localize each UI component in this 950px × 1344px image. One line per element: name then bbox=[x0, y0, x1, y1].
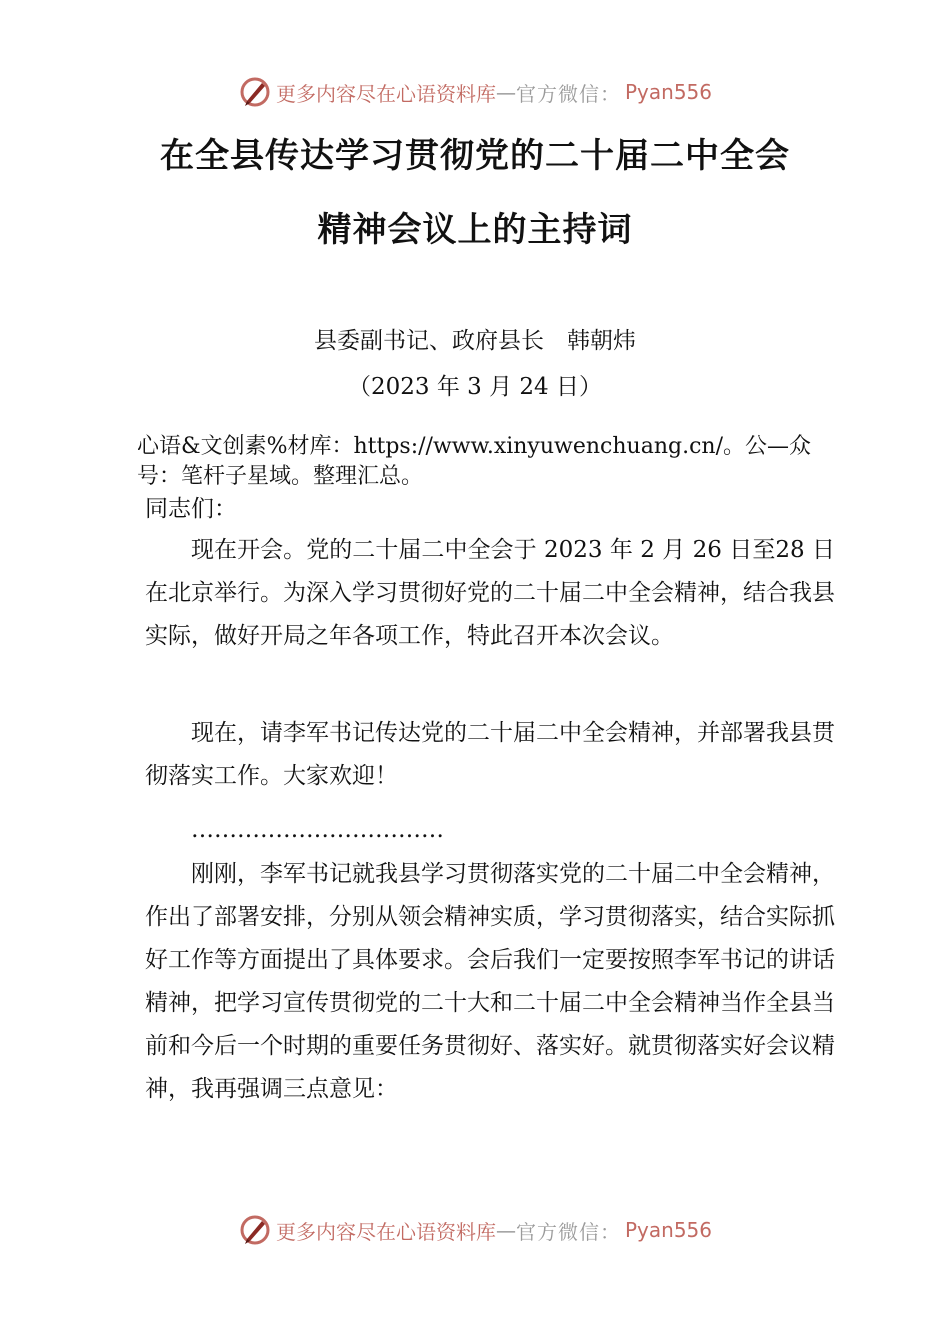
watermark-footer bbox=[0, 1210, 950, 1250]
watermark-dash: — bbox=[495, 80, 516, 104]
watermark-text: 更多内容尽在心语资料库 bbox=[275, 1219, 496, 1244]
watermark-header bbox=[0, 72, 950, 112]
paragraph: 刚刚，李军书记就我县学习贯彻落实党的二十届二中全会精神，作出了部署安排，分别从领会精神实质，学习贯彻落实，结合实际抓好工作等方面提出了具体要求。会后我们一定要按照李军书记的讲话精神，把学习宣传贯彻党的二十大和二十届二中全会精神当作全县当前和今后一个时期的重要任务贯彻好、落实好。就贯彻落实好会议精神，我再强调三点意见： bbox=[145, 861, 835, 1102]
watermark-text: 更多内容尽在心语资料库 bbox=[275, 81, 496, 106]
greeting: 同志们： bbox=[145, 496, 237, 522]
date-line: （2023 年 3 月 24 日） bbox=[348, 374, 602, 400]
watermark-dash: — bbox=[495, 1218, 516, 1242]
document-title-line2: 精神会议上的主持词 bbox=[317, 210, 633, 250]
paragraph: 现在开会。党的二十届二中全会于 2023 年 2 月 26 日至28 日在北京举行。为深入学习贯彻好党的二十届二中全会精神，结合我县实际，做好开局之年各项工作，特此召开本次会议。 bbox=[145, 537, 835, 649]
watermark-wechat-label: 官方微信： bbox=[515, 1219, 621, 1244]
paragraph: 现在，请李军书记传达党的二十届二中全会精神，并部署我县贯彻落实工作。大家欢迎！ bbox=[145, 720, 835, 789]
pen-logo-icon bbox=[238, 1213, 272, 1247]
document-title-line1: 在全县传达学习贯彻党的二十届二中全会 bbox=[160, 136, 790, 176]
watermark-wechat-label: 官方微信： bbox=[515, 81, 621, 106]
pen-logo-icon bbox=[238, 75, 272, 109]
watermark-wechat-id: Pyan556 bbox=[624, 80, 712, 104]
source-note: 心语&文创素%材库：https://www.xinyuwenchuang.cn/。公—众号：笔杆子星域。整理汇总。 bbox=[137, 434, 811, 489]
author-line: 县委副书记、政府县长 韩朝炜 bbox=[314, 328, 636, 354]
watermark-wechat-id: Pyan556 bbox=[624, 1218, 712, 1242]
ellipsis-separator: …………………………… bbox=[191, 817, 444, 843]
